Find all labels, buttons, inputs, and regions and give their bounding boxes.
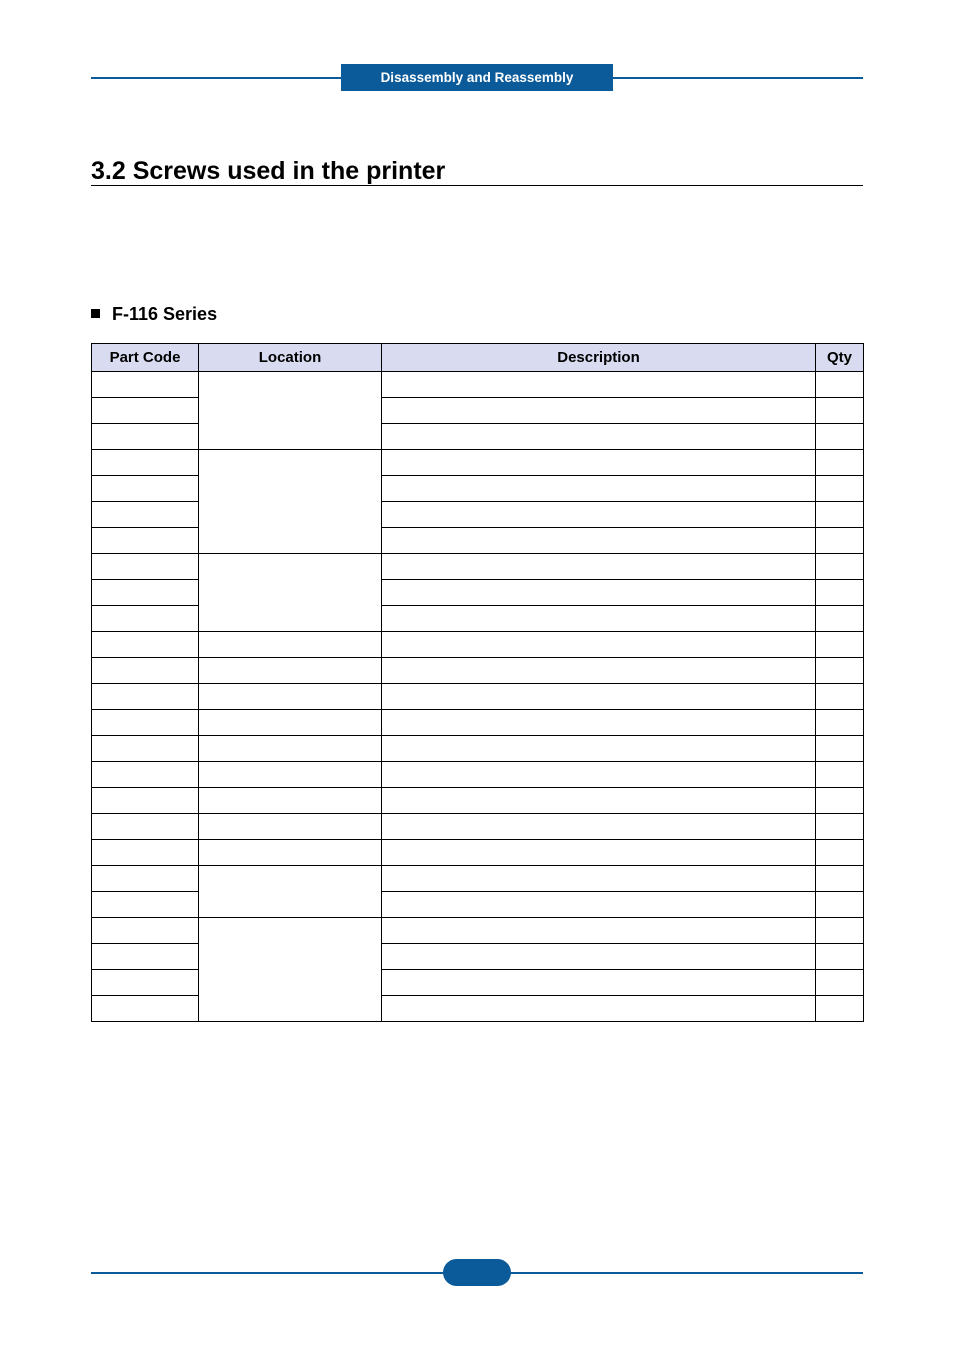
description-cell [382, 918, 816, 944]
qty-cell [816, 918, 864, 944]
chapter-tab: Disassembly and Reassembly [341, 64, 613, 91]
column-header-qty: Qty [816, 344, 864, 372]
part-code-cell [92, 476, 199, 502]
qty-cell [816, 580, 864, 606]
description-cell [382, 840, 816, 866]
part-code-cell [92, 814, 199, 840]
part-code-cell [92, 606, 199, 632]
location-cell [199, 684, 382, 710]
description-cell [382, 580, 816, 606]
part-code-cell [92, 762, 199, 788]
part-code-cell [92, 424, 199, 450]
part-code-cell [92, 372, 199, 398]
qty-cell [816, 788, 864, 814]
location-cell [199, 372, 382, 450]
table-row [92, 450, 864, 476]
description-cell [382, 866, 816, 892]
location-cell [199, 554, 382, 632]
location-cell [199, 450, 382, 554]
qty-cell [816, 502, 864, 528]
qty-cell [816, 996, 864, 1022]
part-code-cell [92, 866, 199, 892]
table-header-row [92, 344, 864, 372]
description-cell [382, 424, 816, 450]
location-cell [199, 632, 382, 658]
description-cell [382, 528, 816, 554]
description-cell [382, 944, 816, 970]
qty-cell [816, 606, 864, 632]
part-code-cell [92, 840, 199, 866]
description-cell [382, 502, 816, 528]
qty-cell [816, 814, 864, 840]
qty-cell [816, 684, 864, 710]
qty-cell [816, 554, 864, 580]
description-cell [382, 450, 816, 476]
qty-cell [816, 476, 864, 502]
page-number-badge [443, 1259, 511, 1286]
part-code-cell [92, 892, 199, 918]
table-row [92, 918, 864, 944]
part-code-cell [92, 684, 199, 710]
qty-cell [816, 710, 864, 736]
qty-cell [816, 866, 864, 892]
location-cell [199, 762, 382, 788]
qty-cell [816, 372, 864, 398]
qty-cell [816, 450, 864, 476]
description-cell [382, 736, 816, 762]
table-row [92, 736, 864, 762]
description-cell [382, 684, 816, 710]
description-cell [382, 632, 816, 658]
location-cell [199, 918, 382, 1022]
table-row [92, 866, 864, 892]
part-code-cell [92, 398, 199, 424]
description-cell [382, 710, 816, 736]
title-underline [91, 185, 863, 186]
qty-cell [816, 658, 864, 684]
description-cell [382, 892, 816, 918]
column-header-part-code: Part Code [92, 344, 199, 372]
table-row [92, 372, 864, 398]
description-cell [382, 788, 816, 814]
part-code-cell [92, 970, 199, 996]
table-row [92, 814, 864, 840]
location-cell [199, 788, 382, 814]
column-header-location: Location [199, 344, 382, 372]
part-code-cell [92, 658, 199, 684]
part-code-cell [92, 710, 199, 736]
qty-cell [816, 762, 864, 788]
description-cell [382, 762, 816, 788]
qty-cell [816, 398, 864, 424]
series-heading [91, 303, 217, 325]
qty-cell [816, 892, 864, 918]
part-code-cell [92, 528, 199, 554]
location-cell [199, 840, 382, 866]
part-code-cell [92, 580, 199, 606]
part-code-cell [92, 788, 199, 814]
part-code-cell [92, 944, 199, 970]
description-cell [382, 554, 816, 580]
part-code-cell [92, 554, 199, 580]
qty-cell [816, 424, 864, 450]
square-bullet-icon [91, 309, 100, 318]
table-row [92, 788, 864, 814]
description-cell [382, 398, 816, 424]
screws-table [91, 343, 864, 1022]
location-cell [199, 710, 382, 736]
location-cell [199, 866, 382, 918]
series-heading-text: F-116 Series [112, 304, 218, 324]
page-title: 3.2 Screws used in the printer [91, 157, 446, 185]
location-cell [199, 658, 382, 684]
table-row [92, 710, 864, 736]
part-code-cell [92, 450, 199, 476]
location-cell [199, 736, 382, 762]
table-row [92, 684, 864, 710]
qty-cell [816, 528, 864, 554]
qty-cell [816, 970, 864, 996]
description-cell [382, 996, 816, 1022]
description-cell [382, 970, 816, 996]
part-code-cell [92, 736, 199, 762]
table-row [92, 554, 864, 580]
qty-cell [816, 840, 864, 866]
table-row [92, 658, 864, 684]
table-row [92, 762, 864, 788]
qty-cell [816, 632, 864, 658]
description-cell [382, 476, 816, 502]
part-code-cell [92, 918, 199, 944]
table-row [92, 632, 864, 658]
qty-cell [816, 736, 864, 762]
description-cell [382, 658, 816, 684]
table-row [92, 840, 864, 866]
part-code-cell [92, 632, 199, 658]
part-code-cell [92, 502, 199, 528]
qty-cell [816, 944, 864, 970]
description-cell [382, 814, 816, 840]
column-header-description: Description [382, 344, 816, 372]
description-cell [382, 606, 816, 632]
description-cell [382, 372, 816, 398]
location-cell [199, 814, 382, 840]
part-code-cell [92, 996, 199, 1022]
